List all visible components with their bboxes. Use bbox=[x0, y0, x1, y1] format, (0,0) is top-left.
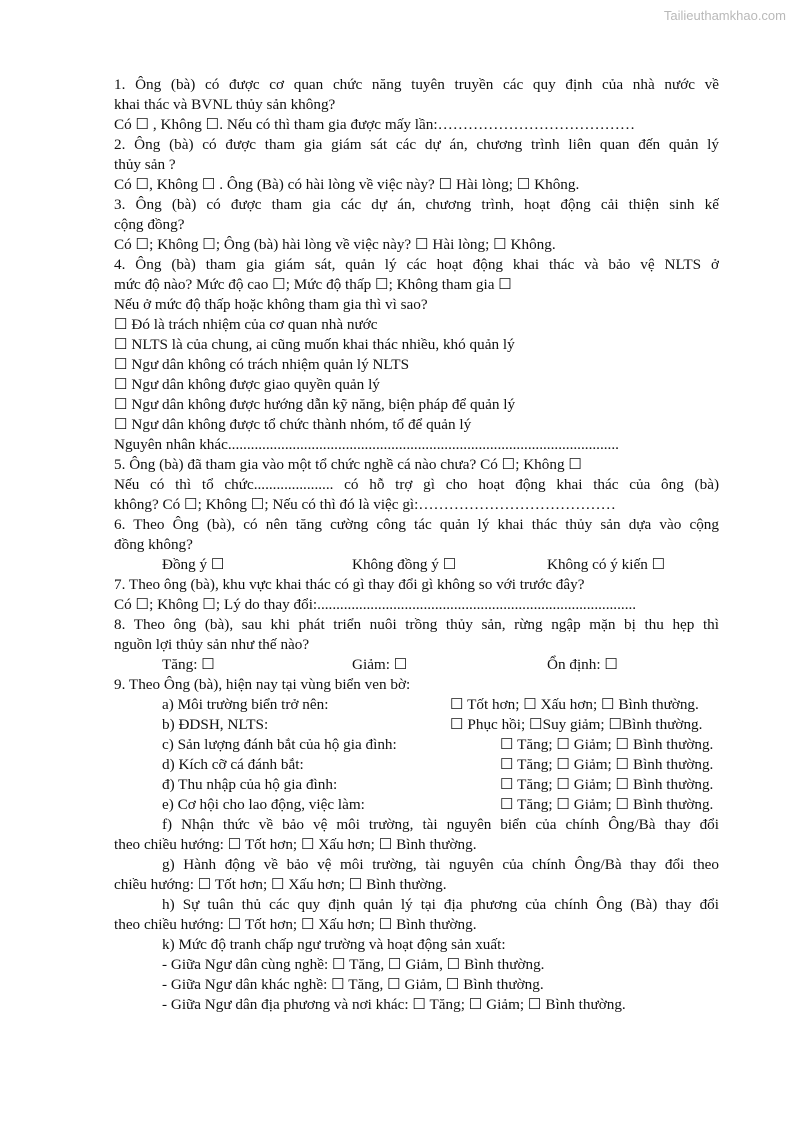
text-line: nguồn lợi thủy sản như thế nào? bbox=[114, 636, 310, 653]
q9-row bbox=[114, 775, 719, 795]
q9-row bbox=[114, 735, 719, 755]
q9-row-label: c) Sản lượng đánh bắt của hộ gia đình: bbox=[162, 736, 397, 753]
option-agree: Đồng ý ☐ bbox=[162, 556, 225, 573]
text-line: mức độ nào? Mức độ cao ☐; Mức độ thấp ☐; Không tham gia ☐ bbox=[114, 276, 512, 293]
text-line: chiều hướng: ☐ Tốt hơn; ☐ Xấu hơn; ☐ Bình thường. bbox=[114, 876, 447, 893]
q9-row bbox=[114, 795, 719, 815]
checkbox-option: ☐ Ngư dân không được hướng dẫn kỹ năng, biện pháp để quản lý bbox=[114, 396, 516, 413]
watermark-text: Tailieuthamkhao.com bbox=[663, 8, 786, 23]
text-line: 7. Theo ông (bà), khu vực khai thác có gì thay đổi gì không so với trước đây? bbox=[114, 576, 585, 593]
text-line: h) Sự tuân thủ các quy định quản lý tại địa phương của chính Ông (Bà) thay đổi bbox=[162, 896, 719, 913]
text-line: 8. Theo ông (bà), sau khi phát triển nuôi trồng thủy sản, rừng ngập mặn bị thu hẹp thì bbox=[114, 616, 719, 633]
text-line: 6. Theo Ông (bà), có nên tăng cường công tác quản lý khai thác thủy sản dựa vào cộng bbox=[114, 516, 719, 533]
q8-options bbox=[114, 655, 719, 675]
text-line: cộng đồng? bbox=[114, 216, 185, 233]
text-line: k) Mức độ tranh chấp ngư trường và hoạt động sản xuất: bbox=[162, 936, 506, 953]
q6-options bbox=[114, 555, 719, 575]
text-line: Nguyên nhân khác....................................................................................................... bbox=[114, 436, 619, 453]
q9-row-label: e) Cơ hội cho lao động, việc làm: bbox=[162, 796, 365, 813]
list-item: - Giữa Ngư dân khác nghề: ☐ Tăng, ☐ Giảm, ☐ Bình thường. bbox=[162, 976, 544, 993]
q9-row-options: ☐ Tăng; ☐ Giảm; ☐ Bình thường. bbox=[500, 736, 714, 753]
option-increase: Tăng: ☐ bbox=[162, 656, 215, 673]
question-title: 9. Theo Ông (bà), hiện nay tại vùng biển ven bờ: bbox=[114, 676, 411, 693]
text-line: Có ☐, Không ☐ . Ông (Bà) có hài lòng về việc này? ☐ Hài lòng; ☐ Không. bbox=[114, 176, 580, 193]
checkbox-option: ☐ Ngư dân không có trách nhiệm quản lý NLTS bbox=[114, 356, 410, 373]
text-line: không? Có ☐; Không ☐; Nếu có thì đó là việc gì:………………………………… bbox=[114, 496, 616, 513]
text-line: Nếu ở mức độ thấp hoặc không tham gia thì vì sao? bbox=[114, 296, 428, 313]
checkbox-option: ☐ Đó là trách nhiệm của cơ quan nhà nước bbox=[114, 316, 378, 333]
text-line: 4. Ông (bà) tham gia giám sát, quản lý các hoạt động khai thác và bảo vệ NLTS ở bbox=[114, 256, 719, 273]
option-no-opinion: Không có ý kiến ☐ bbox=[547, 556, 666, 573]
list-item: - Giữa Ngư dân địa phương và nơi khác: ☐ Tăng; ☐ Giảm; ☐ Bình thường. bbox=[162, 996, 626, 1013]
text-line: 3. Ông (bà) có được tham gia các dự án, chương trình, hoạt động cải thiện sinh kế bbox=[114, 196, 719, 213]
text-line: Có ☐; Không ☐; Ông (bà) hài lòng về việc này? ☐ Hài lòng; ☐ Không. bbox=[114, 236, 556, 253]
text-line: g) Hành động về bảo vệ môi trường, tài nguyên của chính Ông/Bà thay đổi theo bbox=[162, 856, 719, 873]
q9-row bbox=[114, 715, 719, 735]
text-line: 1. Ông (bà) có được cơ quan chức năng tuyên truyền các quy định của nhà nước về bbox=[114, 76, 719, 93]
q9-row-label: a) Môi trường biển trở nên: bbox=[162, 696, 329, 713]
text-line: f) Nhận thức về bảo vệ môi trường, tài nguyên biển của chính Ông/Bà thay đổi bbox=[162, 816, 719, 833]
q9-row-options: ☐ Tốt hơn; ☐ Xấu hơn; ☐ Bình thường. bbox=[450, 696, 699, 713]
q9-row-label: d) Kích cỡ cá đánh bắt: bbox=[162, 756, 304, 773]
q9-row bbox=[114, 695, 719, 715]
option-decrease: Giảm: ☐ bbox=[352, 656, 408, 673]
text-line: Có ☐ , Không ☐. Nếu có thì tham gia được mấy lần:………………………………… bbox=[114, 116, 636, 133]
q9-row-label: đ) Thu nhập của hộ gia đình: bbox=[162, 776, 338, 793]
option-disagree: Không đồng ý ☐ bbox=[352, 556, 457, 573]
text-line: đồng không? bbox=[114, 536, 193, 553]
q9-row-label: b) ĐDSH, NLTS: bbox=[162, 716, 269, 733]
option-stable: Ổn định: ☐ bbox=[547, 656, 618, 673]
list-item: - Giữa Ngư dân cùng nghề: ☐ Tăng, ☐ Giảm, ☐ Bình thường. bbox=[162, 956, 545, 973]
checkbox-option: ☐ Ngư dân không được giao quyền quản lý bbox=[114, 376, 380, 393]
text-line: Nếu có thì tổ chức..................... có hỗ trợ gì cho hoạt động khai thác của ông (bà) bbox=[114, 476, 719, 493]
text-line: khai thác và BVNL thủy sản không? bbox=[114, 96, 336, 113]
text-line: theo chiều hướng: ☐ Tốt hơn; ☐ Xấu hơn; ☐ Bình thường. bbox=[114, 836, 477, 853]
questionnaire-body bbox=[114, 75, 719, 1015]
checkbox-option: ☐ NLTS là của chung, ai cũng muốn khai thác nhiều, khó quản lý bbox=[114, 336, 515, 353]
text-line: Có ☐; Không ☐; Lý do thay đổi:.................................................................................... bbox=[114, 596, 637, 613]
checkbox-option: ☐ Ngư dân không được tổ chức thành nhóm, tổ để quản lý bbox=[114, 416, 472, 433]
q9-row-options: ☐ Tăng; ☐ Giảm; ☐ Bình thường. bbox=[500, 756, 714, 773]
text-line: thủy sản ? bbox=[114, 156, 176, 173]
q9-row bbox=[114, 755, 719, 775]
q9-row-options: ☐ Phục hồi; ☐Suy giảm; ☐Bình thường. bbox=[450, 716, 703, 733]
text-line: 2. Ông (bà) có được tham gia giám sát các dự án, chương trình liên quan đến quản lý bbox=[114, 136, 719, 153]
text-line: 5. Ông (bà) đã tham gia vào một tổ chức nghề cá nào chưa? Có ☐; Không ☐ bbox=[114, 456, 582, 473]
q9-row-options: ☐ Tăng; ☐ Giảm; ☐ Bình thường. bbox=[500, 796, 714, 813]
q9-row-options: ☐ Tăng; ☐ Giảm; ☐ Bình thường. bbox=[500, 776, 714, 793]
text-line: theo chiều hướng: ☐ Tốt hơn; ☐ Xấu hơn; ☐ Bình thường. bbox=[114, 916, 477, 933]
